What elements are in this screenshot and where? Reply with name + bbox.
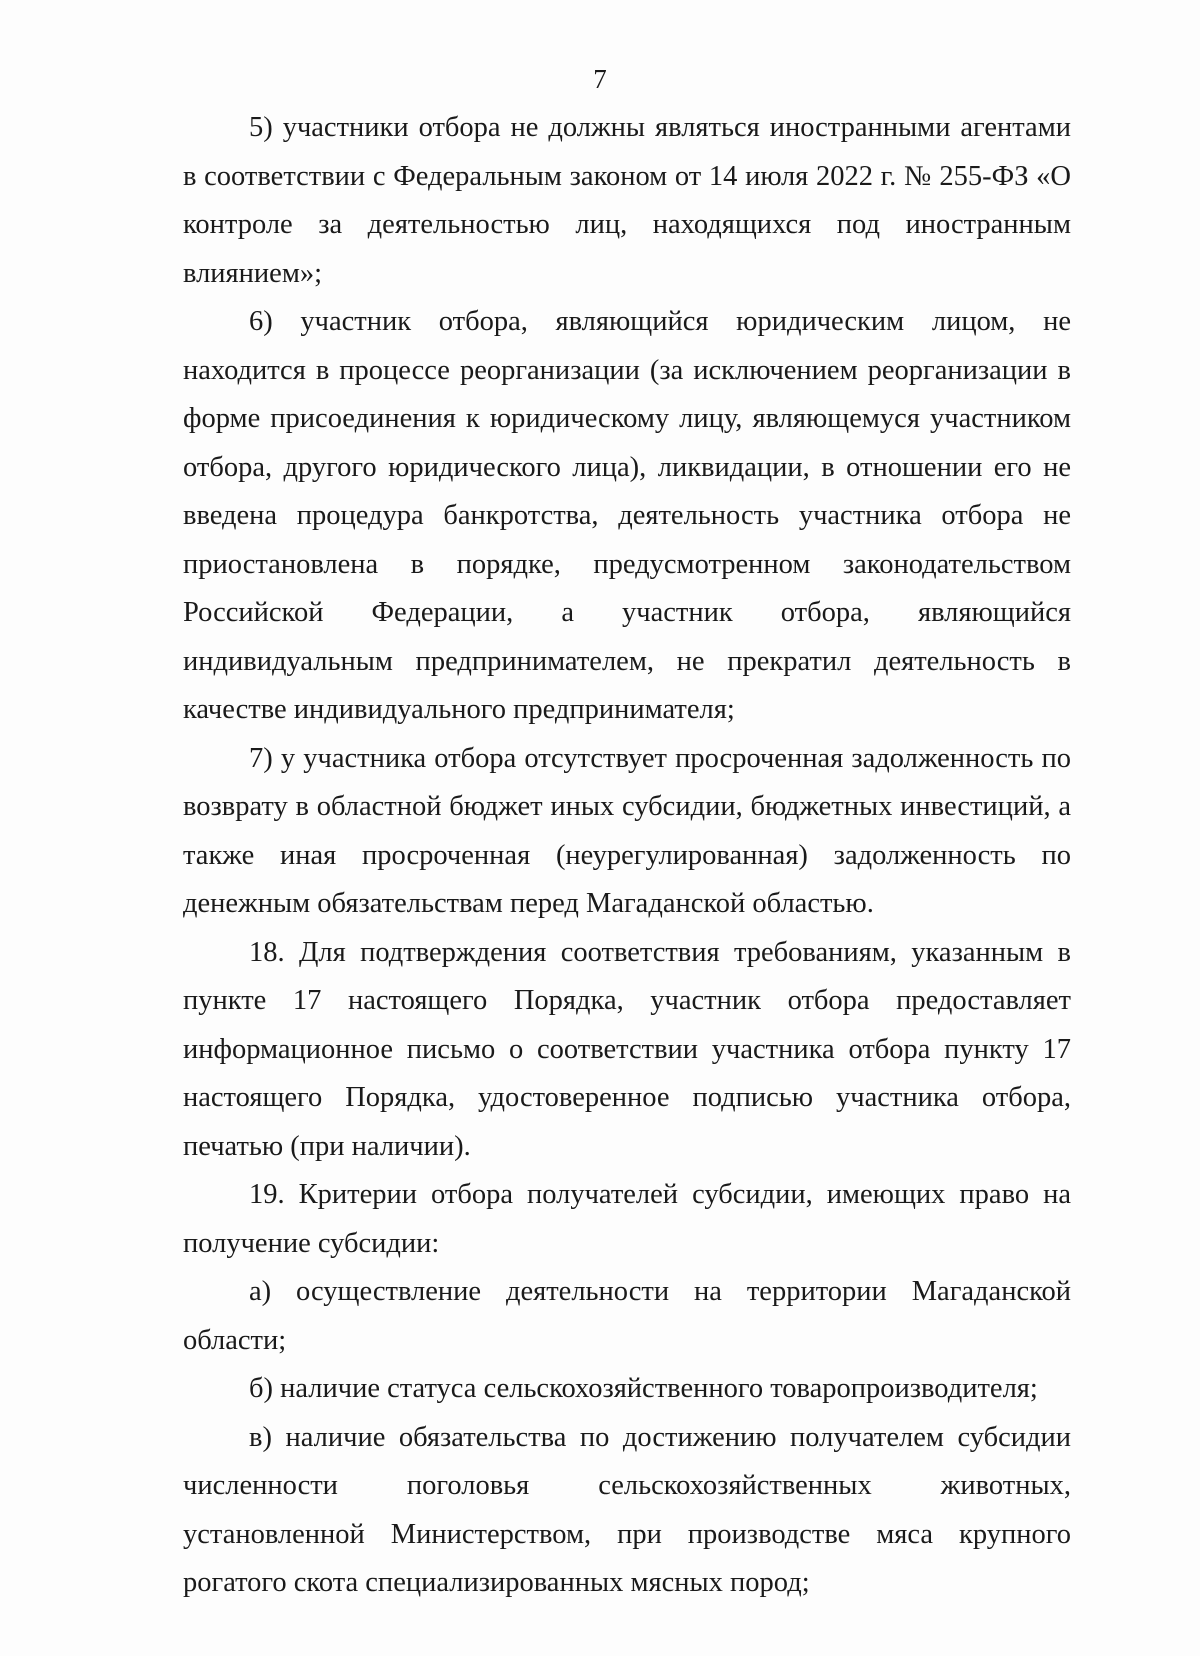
document-body — [183, 104, 1071, 1608]
paragraph-criterion-b: б) наличие статуса сельскохозяйственного товаропроизводителя; — [249, 1373, 1038, 1404]
paragraph-item-5: 5) участники отбора не должны являться иностранными агентами в соответствии с Федеральным законом от 14 июля 2022 г. № 255-ФЗ «О контроле за деятельностью лиц, находящихся под иностранным влиянием»; — [183, 112, 1071, 289]
paragraph-item-6: 6) участник отбора, являющийся юридическим лицом, не находится в процессе реорганизации (за исключением реорганизации в форме присоединения к юридическому лицу, являющемуся участником отбора, другого юридического лица), ликвидации, в отношении его не введена процедура банкротства, деятельность участника отбора не приостановлена в порядке, предусмотренном законодательством Российской Федерации, а участник отбора, являющийся индивидуальным предпринимателем, не прекратил деятельность в качестве индивидуального предпринимателя; — [183, 306, 1071, 725]
page-number: 7 — [593, 64, 607, 94]
paragraph-criterion-v: в) наличие обязательства по достижению получателем субсидии численности поголовья сельскохозяйственных животных, установленной Министерством, при производстве мяса крупного рогатого скота специализированных мясных пород; — [183, 1421, 1071, 1598]
paragraph-clause-19: 19. Критерии отбора получателей субсидии, имеющих право на получение субсидии: — [183, 1179, 1071, 1259]
paragraph-criterion-a: а) осуществление деятельности на территории Магаданской области; — [183, 1276, 1071, 1356]
paragraph-clause-18: 18. Для подтверждения соответствия требованиям, указанным в пункте 17 настоящего Порядка, участник отбора предоставляет информационное письмо о соответствии участника отбора пункту 17 настоящего Порядка, удостоверенное подписью участника отбора, печатью (при наличии). — [183, 936, 1071, 1162]
paragraph-item-7: 7) у участника отбора отсутствует просроченная задолженность по возврату в областной бюджет иных субсидии, бюджетных инвестиций, а также иная просроченная (неурегулированная) задолженность по денежным обязательствам перед Магаданской областью. — [183, 742, 1071, 919]
